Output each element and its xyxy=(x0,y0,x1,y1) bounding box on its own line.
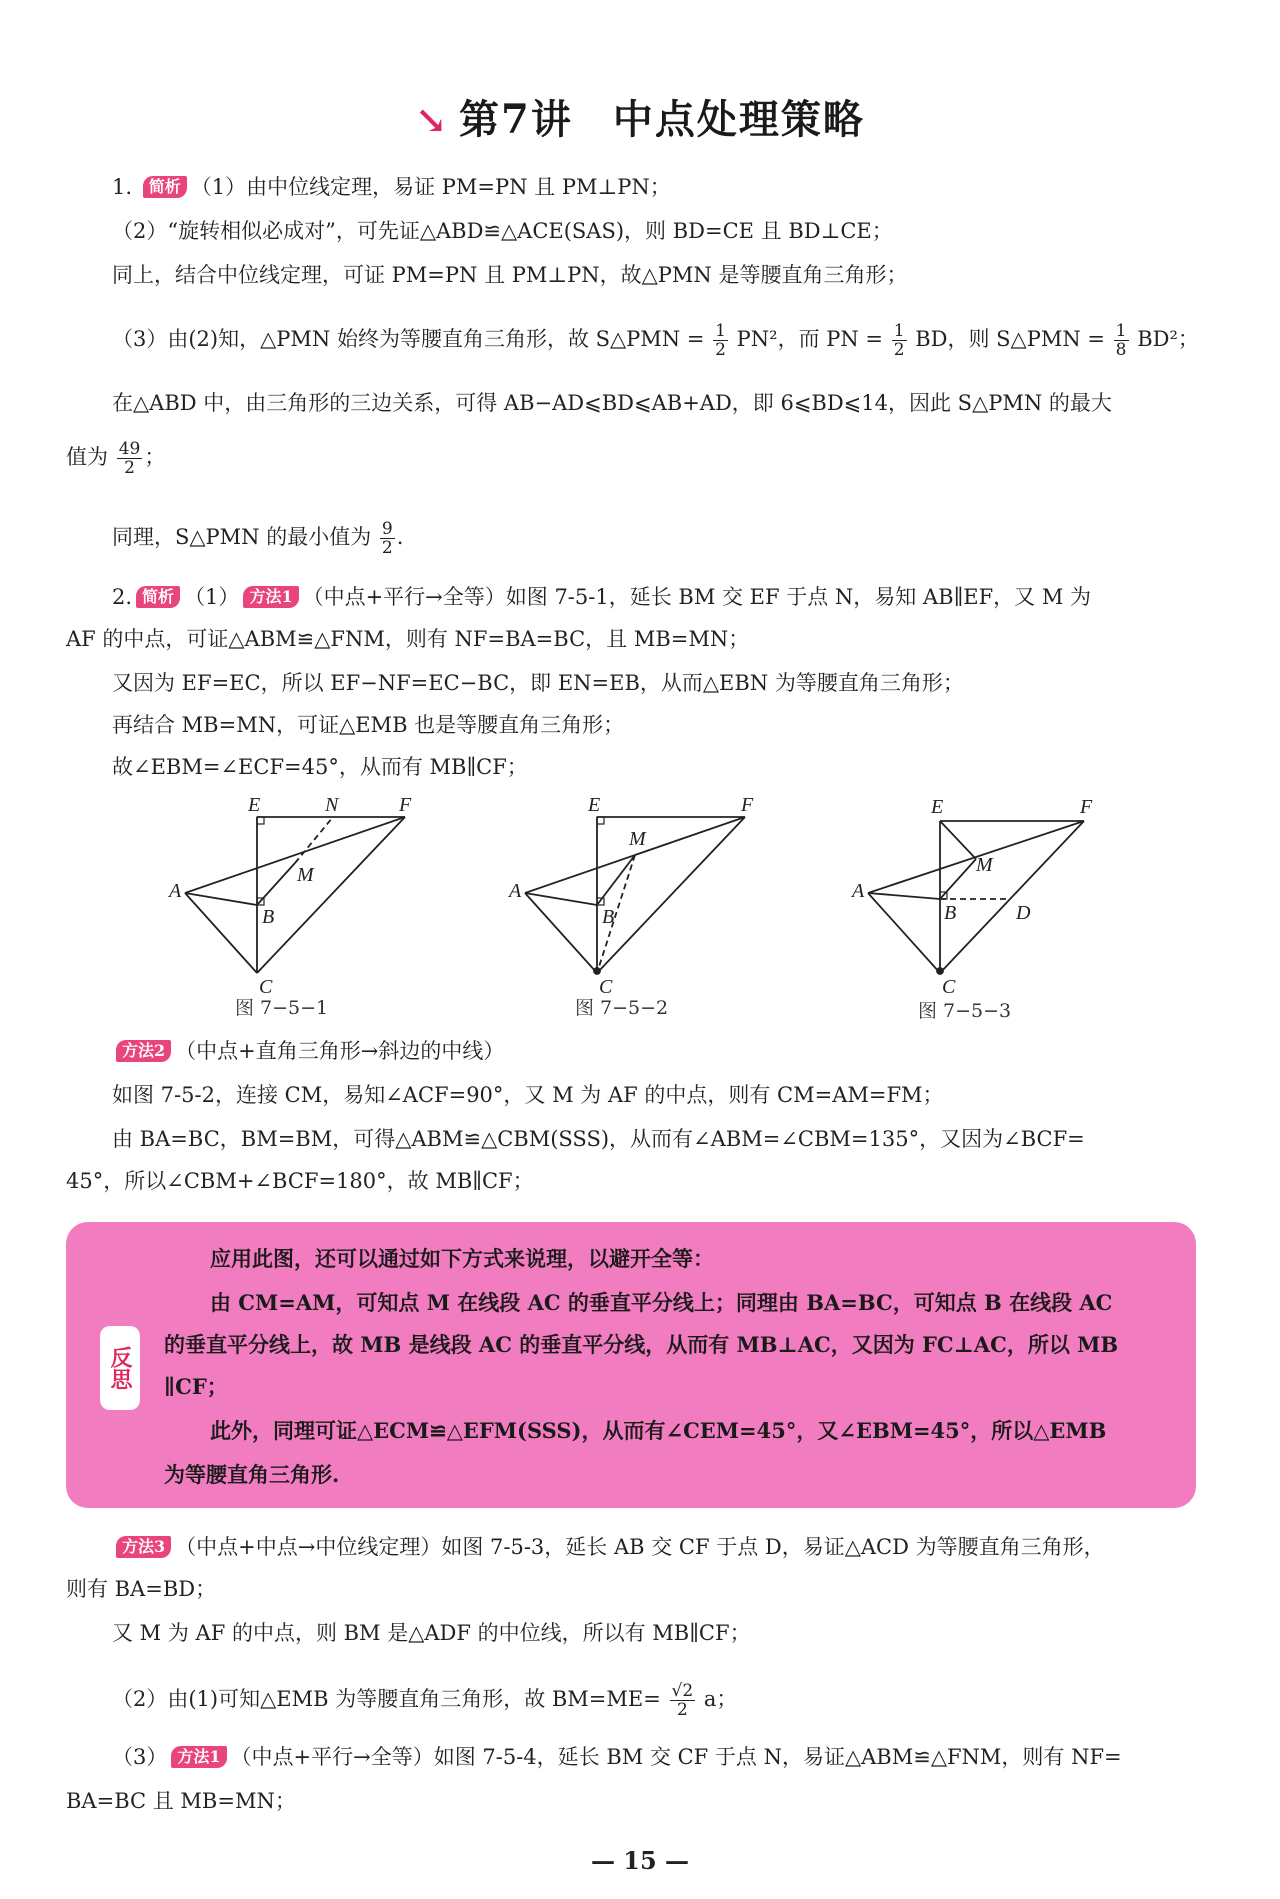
fig3-label-C: C xyxy=(942,976,956,995)
line-2: （2）“旋转相似必成对”，可先证△ABD≌△ACE(SAS)，则 BD=CE 且 BD⊥CE； xyxy=(112,219,893,243)
method-1-tag-2: 方法1 xyxy=(171,1746,226,1768)
method-3-tag: 方法3 xyxy=(116,1536,171,1558)
note-line-2: 由 CM=AM，可知点 M 在线段 AC 的垂直平分线上；同理由 BA=BC，可知点 B 在线段 AC xyxy=(210,1290,1113,1315)
line-15: 由 BA=BC，BM=BM，可得△ABM≌△CBM(SSS)，从而有∠ABM=∠CBM=135°，又因为∠BCF= xyxy=(112,1127,1085,1151)
line-8: 2. 简析 （1） 方法1 （中点+平行→全等）如图 7-5-1，延长 BM 交 EF 于点 N，易知 AB∥EF，又 M 为 xyxy=(112,585,1092,609)
page-title xyxy=(0,88,1280,145)
fig2-label-F: F xyxy=(741,795,754,816)
fig1-label-N: N xyxy=(325,795,339,816)
line-20: （2）由(1)可知△EMB 为等腰直角三角形，故 BM=ME= $\frac{√2}{2}$ a； xyxy=(112,1681,738,1720)
fig3-label-M: M xyxy=(976,854,993,876)
line-4: （3）由(2)知，△PMN 始终为等腰直角三角形，故 S△PMN = $\frac{1}{2}$ PN²，而 PN = $\frac{1}{2}$ BD，则 S△PMN = $\frac{1}{8}$ BD²； xyxy=(112,321,1199,360)
figure-caption-2: 图 7−5−2 xyxy=(575,997,669,1019)
fraction-min: $\frac{9}{2}$ xyxy=(381,519,393,558)
line-18: 则有 BA=BD； xyxy=(66,1577,217,1601)
figure-7-5-3 xyxy=(848,795,1118,995)
fig3-label-B: B xyxy=(944,902,957,924)
fig3-label-D: D xyxy=(1016,902,1031,924)
fig3-label-E: E xyxy=(931,796,944,818)
line-11: 再结合 MB=MN，可证△EMB 也是等腰直角三角形； xyxy=(112,713,625,737)
line-1: 1. 简析 （1）由中位线定理，易证 PM=PN 且 PM⊥PN； xyxy=(112,175,671,199)
note-line-3: 的垂直平分线上，故 MB 是线段 AC 的垂直平分线，从而有 MB⊥AC，又因为 FC⊥AC，所以 MB xyxy=(164,1332,1119,1357)
line-22: BA=BC 且 MB=MN； xyxy=(66,1789,296,1813)
fig1-label-F: F xyxy=(399,795,412,816)
seg-AF xyxy=(185,817,405,893)
lecture-topic: 中点处理策略 xyxy=(612,96,865,143)
fig2-label-C: C xyxy=(599,976,613,995)
page-number: — 15 — xyxy=(590,1846,690,1875)
note-line-4: ∥CF； xyxy=(164,1374,228,1399)
seg-CF xyxy=(257,817,405,973)
figure-caption-3: 图 7−5−3 xyxy=(918,1000,1012,1022)
fig1-label-M: M xyxy=(297,864,314,886)
fraction-half-2: $\frac{1}{2}$ xyxy=(893,321,905,360)
fig2-label-E: E xyxy=(588,795,601,816)
fig2-label-A: A xyxy=(509,880,522,902)
line-19: 又 M 为 AF 的中点，则 BM 是△ADF 的中位线，所以有 MB∥CF； xyxy=(112,1621,751,1645)
figure-7-5-1 xyxy=(165,795,435,995)
fraction-eighth: $\frac{1}{8}$ xyxy=(1115,321,1127,360)
fig1-label-A: A xyxy=(169,880,182,902)
line-16: 45°，所以∠CBM+∠BCF=180°，故 MB∥CF； xyxy=(66,1169,534,1193)
seg-BM xyxy=(257,863,295,905)
note-line-5: 此外，同理可证△ECM≌△EFM(SSS)，从而有∠CEM=45°，又∠EBM=45°，所以△EMB xyxy=(210,1418,1107,1443)
fig1-label-E: E xyxy=(248,795,261,816)
line-10: 又因为 EF=EC，所以 EF−NF=EC−BC，即 EN=EB，从而△EBN 为等腰直角三角形； xyxy=(112,671,964,695)
fig3-label-A: A xyxy=(852,880,865,902)
line-9: AF 的中点，可证△ABM≌△FNM，则有 NF=BA=BC，且 MB=MN； xyxy=(66,627,750,651)
line-5: 在△ABD 中，由三角形的三边关系，可得 AB−AD⩽BD⩽AB+AD，即 6⩽BD⩽14，因此 S△PMN 的最大 xyxy=(112,391,1112,415)
line-12: 故∠EBM=∠ECF=45°，从而有 MB∥CF； xyxy=(112,755,528,779)
line-7: 同理，S△PMN 的最小值为 $\frac{9}{2}$ . xyxy=(112,519,404,558)
fig2-label-M: M xyxy=(629,828,646,850)
fraction-sqrt2-over-2: $\frac{√2}{2}$ xyxy=(671,1681,694,1720)
note-line-1: 应用此图，还可以通过如下方式来说理，以避开全等： xyxy=(210,1246,714,1271)
line-17: 方法3 （中点+中点→中位线定理）如图 7-5-3，延长 AB 交 CF 于点 D，易证△ACD 为等腰直角三角形， xyxy=(112,1532,1105,1562)
line-14: 如图 7-5-2，连接 CM，易知∠ACF=90°，又 M 为 AF 的中点，则有 CM=AM=FM； xyxy=(112,1083,944,1107)
method-2-tag: 方法2 xyxy=(116,1040,171,1062)
line-21: （3） 方法1 （中点+平行→全等）如图 7-5-4，延长 BM 交 CF 于点 N，易证△ABM≌△FNM，则有 NF= xyxy=(112,1745,1122,1769)
reflection-badge: 反思 xyxy=(100,1326,140,1410)
method-1-tag: 方法1 xyxy=(243,586,298,608)
arrow-icon: ↘ xyxy=(415,97,449,142)
fig1-label-B: B xyxy=(262,906,275,928)
figure-caption-1: 图 7−5−1 xyxy=(235,997,329,1019)
brief-analysis-tag-2: 简析 xyxy=(136,586,180,608)
lecture-number: 第7讲 xyxy=(459,96,573,143)
line-3: 同上，结合中位线定理，可证 PM=PN 且 PM⊥PN，故△PMN 是等腰直角三角形； xyxy=(112,263,908,287)
fraction-half: $\frac{1}{2}$ xyxy=(715,321,726,360)
line-13: 方法2 （中点+直角三角形→斜边的中线） xyxy=(112,1036,504,1066)
line-6: 值为 $\frac{49}{2}$ ； xyxy=(66,439,166,478)
seg-AC xyxy=(185,893,257,973)
fig2-label-B: B xyxy=(602,906,615,928)
fig3-label-F: F xyxy=(1080,796,1093,818)
brief-analysis-tag: 简析 xyxy=(143,176,187,198)
fig1-label-C: C xyxy=(259,976,273,995)
seg-AB xyxy=(185,893,257,905)
note-line-6: 为等腰直角三角形. xyxy=(164,1462,340,1487)
fraction-max: $\frac{49}{2}$ xyxy=(118,439,141,478)
seg-MN xyxy=(295,817,333,863)
figure-7-5-2 xyxy=(505,795,775,995)
